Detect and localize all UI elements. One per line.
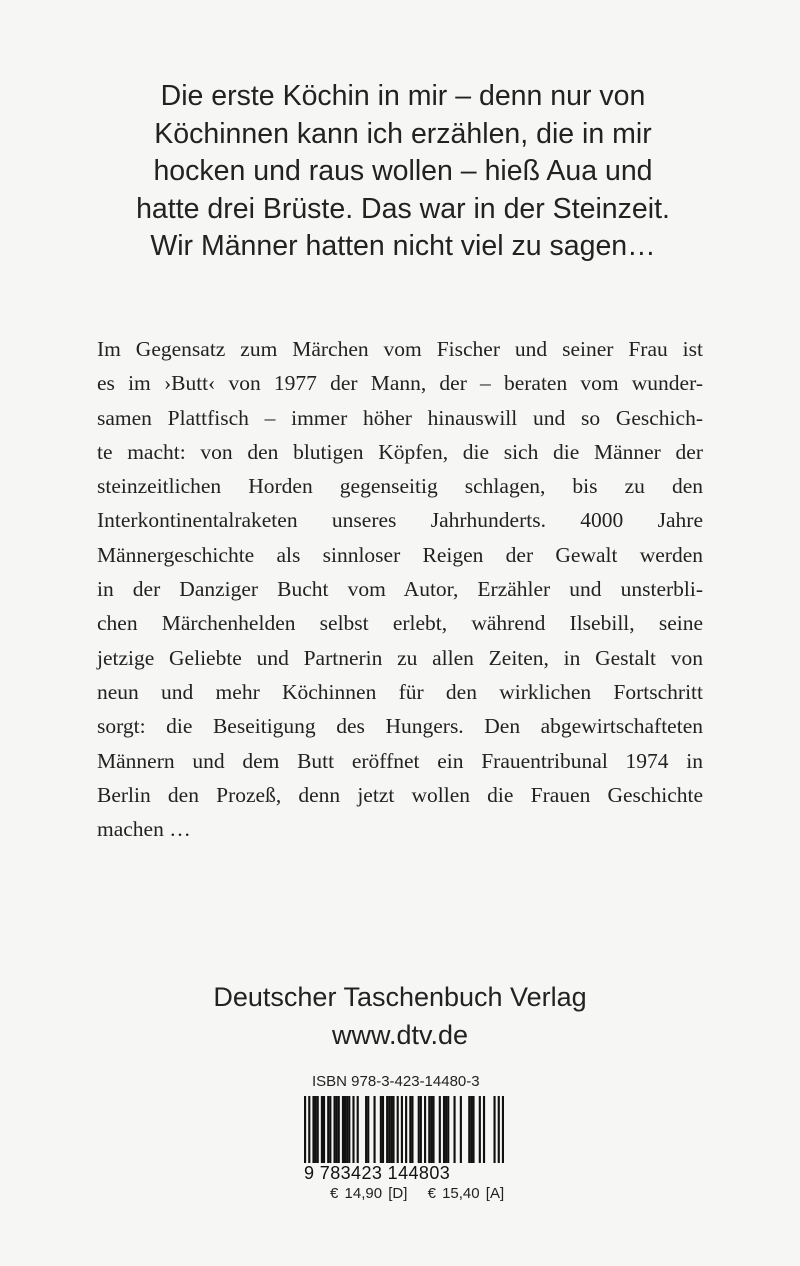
blurb-line: Berlin den Prozeß, denn jetzt wollen die Frauen Geschichte	[97, 782, 703, 807]
publisher-name: Deutscher Taschenbuch Verlag	[213, 982, 587, 1012]
publisher-url: www.dtv.de	[331, 1020, 469, 1050]
blurb-line: Im Gegensatz zum Märchen vom Fischer und seiner Frau ist	[97, 337, 703, 361]
quote-line: hocken und raus wollen – hieß Aua und	[153, 155, 653, 187]
blurb-line: Männern und dem Butt eröffnet ein Frauentribunal 1974 in	[97, 748, 703, 773]
quote-line: Die erste Köchin in mir – denn nur von	[160, 80, 646, 112]
quote-line: hatte drei Brüste. Das war in der Steinzeit.	[136, 192, 670, 225]
isbn-label: ISBN 978-3-423-14480-3	[312, 1073, 480, 1090]
price-block	[330, 1185, 518, 1202]
barcode-digits: 9 783423 144803	[302, 1163, 508, 1184]
opening-quote	[118, 78, 688, 266]
blurb-line: steinzeitlichen Horden gegenseitig schlagen, bis zu den	[97, 474, 703, 499]
quote-line: Wir Männer hatten nicht viel zu sagen…	[150, 230, 656, 262]
blurb-line: sorgt: die Beseitigung des Hungers. Den abgewirtschafteten	[97, 714, 703, 739]
blurb-text	[97, 332, 703, 846]
blurb-line: jetzige Geliebte und Partnerin zu allen Zeiten, in Gestalt von	[97, 645, 703, 670]
blurb-line: Männergeschichte als sinnloser Reigen der Gewalt werden	[97, 542, 703, 567]
blurb-line: chen Märchenhelden selbst erlebt, während Ilsebill, seine	[97, 611, 703, 636]
blurb-line: te macht: von den blutigen Köpfen, die sich die Männer der	[97, 439, 703, 464]
price-germany: € 14,90 [D]	[330, 1185, 408, 1202]
price-austria: € 15,40 [A]	[427, 1185, 505, 1202]
blurb-line: machen …	[97, 817, 191, 842]
blurb-line: in der Danziger Bucht vom Autor, Erzähler und unsterbli-	[97, 577, 703, 602]
quote-line: Köchinnen kann ich erzählen, die in mir	[154, 117, 652, 150]
publisher-block	[0, 978, 800, 1054]
blurb-line: es im ›Butt‹ von 1977 der Mann, der – beraten vom wunder-	[97, 371, 703, 396]
blurb-line: neun und mehr Köchinnen für den wirklichen Fortschritt	[97, 679, 703, 704]
blurb-line: Interkontinentalraketen unseres Jahrhunderts. 4000 Jahre	[97, 508, 703, 533]
blurb-line: samen Plattfisch – immer höher hinauswill und so Geschich-	[97, 405, 703, 430]
